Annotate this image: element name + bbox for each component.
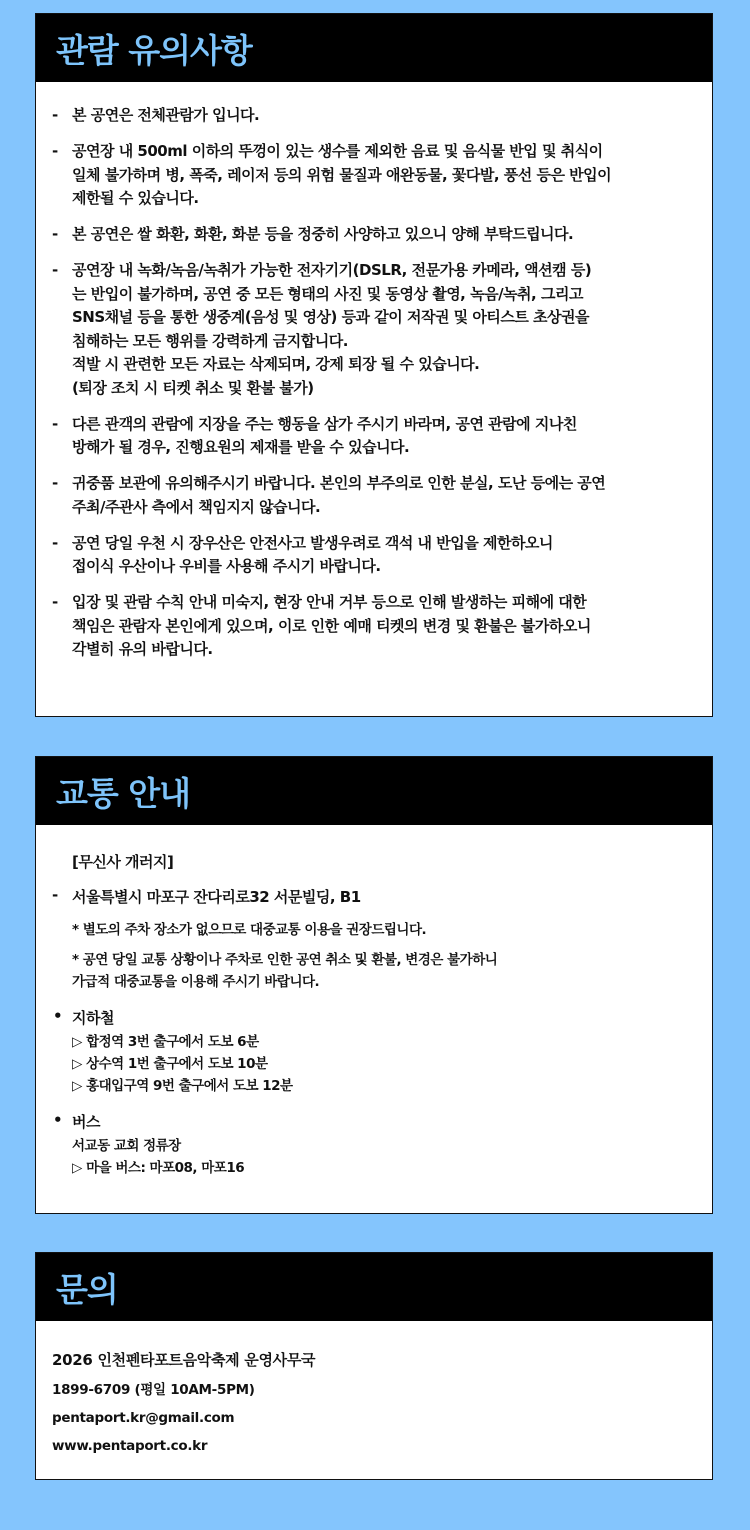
- venue-name: [무신사 개러지]: [72, 853, 174, 871]
- subway-title: 지하철: [72, 1009, 114, 1027]
- traffic-card: [35, 756, 713, 1214]
- notice-list: [36, 82, 712, 662]
- traffic-header: [36, 757, 712, 825]
- dash-mark: -: [52, 533, 58, 552]
- notice-card: [35, 13, 713, 717]
- contact-website: www.pentaport.co.kr: [52, 1438, 208, 1454]
- notice-item: [52, 532, 682, 579]
- dash-mark: -: [52, 593, 58, 611]
- contact-header: [36, 1253, 712, 1321]
- notice-item-text: 공연장 내 녹화/녹음/녹취가 가능한 전자기기(DSLR, 전문가용 카메라, 액션캠 등) 는 반입이 불가하며, 공연 중 모든 형태의 사진 및 동영상 촬영, 녹음/녹취, 그리고 SNS채널 등을 통한 생중계(음성 및 영상) 등과 같이 저작권 및 아티스트 초상권을 침해하는 모든 행위를 강력하게 금지합니다. 적발 시 관련한 모든 자료는 삭제되며, 강제 퇴장 될 수 있습니다. (퇴장 조치 시 티켓 취소 및 환불 불가): [72, 261, 592, 397]
- dash-mark: -: [52, 106, 58, 124]
- subway-line: ▷ 상수역 1번 출구에서 도보 10분: [72, 1056, 268, 1072]
- notice-item: [52, 140, 682, 211]
- dash-mark: -: [52, 414, 58, 433]
- notice-item: [52, 223, 682, 247]
- venue-address: 서울특별시 마포구 잔다리로32 서문빌딩, B1: [72, 888, 361, 906]
- venue-address-row: [52, 886, 692, 907]
- contact-body: [36, 1321, 712, 1460]
- notice-item: [52, 413, 682, 460]
- dash-mark: -: [52, 474, 58, 492]
- subway-group: [52, 1007, 692, 1097]
- dash-mark: -: [52, 142, 58, 160]
- notice-header: [36, 14, 712, 82]
- bus-group: [52, 1111, 692, 1179]
- notice-item: [52, 259, 682, 400]
- bullet-mark: •: [53, 1007, 63, 1025]
- notice-item-text: 입장 및 관람 수칙 안내 미숙지, 현장 안내 거부 등으로 인해 발생하는 피해에 대한 책임은 관람자 본인에게 있으며, 이로 인한 예매 티켓의 변경 및 환불은 불가하오니 각별히 유의 바랍니다.: [72, 593, 591, 658]
- dash-mark: -: [52, 225, 58, 243]
- contact-title: 문의: [56, 1269, 118, 1309]
- cancellation-note: * 공연 당일 교통 상황이나 주차로 인한 공연 취소 및 환불, 변경은 불가하니 가급적 대중교통을 이용해 주시기 바랍니다.: [72, 952, 498, 990]
- notice-item-text: 공연장 내 500ml 이하의 뚜껑이 있는 생수를 제외한 음료 및 음식물 반입 및 취식이 일체 불가하며 병, 폭죽, 레이저 등의 위험 물질과 애완동물, 꽃다발, 풍선 등은 반입이 제한될 수 있습니다.: [72, 142, 612, 207]
- dash-mark: -: [52, 886, 58, 904]
- notice-item-text: 공연 당일 우천 시 장우산은 안전사고 발생우려로 객석 내 반입을 제한하오니 접이식 우산이나 우비를 사용해 주시기 바랍니다.: [72, 533, 553, 575]
- notice-item-text: 다른 관객의 관람에 지장을 주는 행동을 삼가 주시기 바라며, 공연 관람에 지나친 방해가 될 경우, 진행요원의 제재를 받을 수 있습니다.: [72, 414, 577, 456]
- traffic-title: 교통 안내: [56, 773, 191, 813]
- bus-title: 버스: [72, 1113, 100, 1131]
- contact-card: [35, 1252, 713, 1480]
- notice-item-text: 본 공연은 전체관람가 입니다.: [72, 106, 260, 124]
- notice-item: [52, 104, 682, 128]
- bus-line: 서교동 교회 정류장: [72, 1138, 181, 1154]
- bus-line: ▷ 마을 버스: 마포08, 마포16: [72, 1160, 245, 1176]
- subway-line: ▷ 홍대입구역 9번 출구에서 도보 12분: [72, 1078, 293, 1094]
- notice-title: 관람 유의사항: [56, 30, 252, 70]
- notice-item: [52, 591, 682, 662]
- notice-item-text: 본 공연은 쌀 화환, 화환, 화분 등을 정중히 사양하고 있으니 양해 부탁드립니다.: [72, 225, 574, 243]
- dash-mark: -: [52, 261, 58, 279]
- contact-phone: 1899-6709 (평일 10AM-5PM): [52, 1382, 255, 1398]
- bullet-mark: •: [53, 1111, 63, 1129]
- parking-note: * 별도의 주차 장소가 없으므로 대중교통 이용을 권장드립니다.: [72, 922, 427, 938]
- subway-line: ▷ 합정역 3번 출구에서 도보 6분: [72, 1034, 259, 1050]
- notice-item: [52, 472, 682, 519]
- notice-item-text: 귀중품 보관에 유의해주시기 바랍니다. 본인의 부주의로 인한 분실, 도난 등에는 공연 주최/주관사 측에서 책임지지 않습니다.: [72, 474, 606, 516]
- traffic-body: [36, 825, 712, 1179]
- contact-email: pentaport.kr@gmail.com: [52, 1410, 235, 1426]
- contact-org: 2026 인천펜타포트음악축제 운영사무국: [52, 1351, 316, 1369]
